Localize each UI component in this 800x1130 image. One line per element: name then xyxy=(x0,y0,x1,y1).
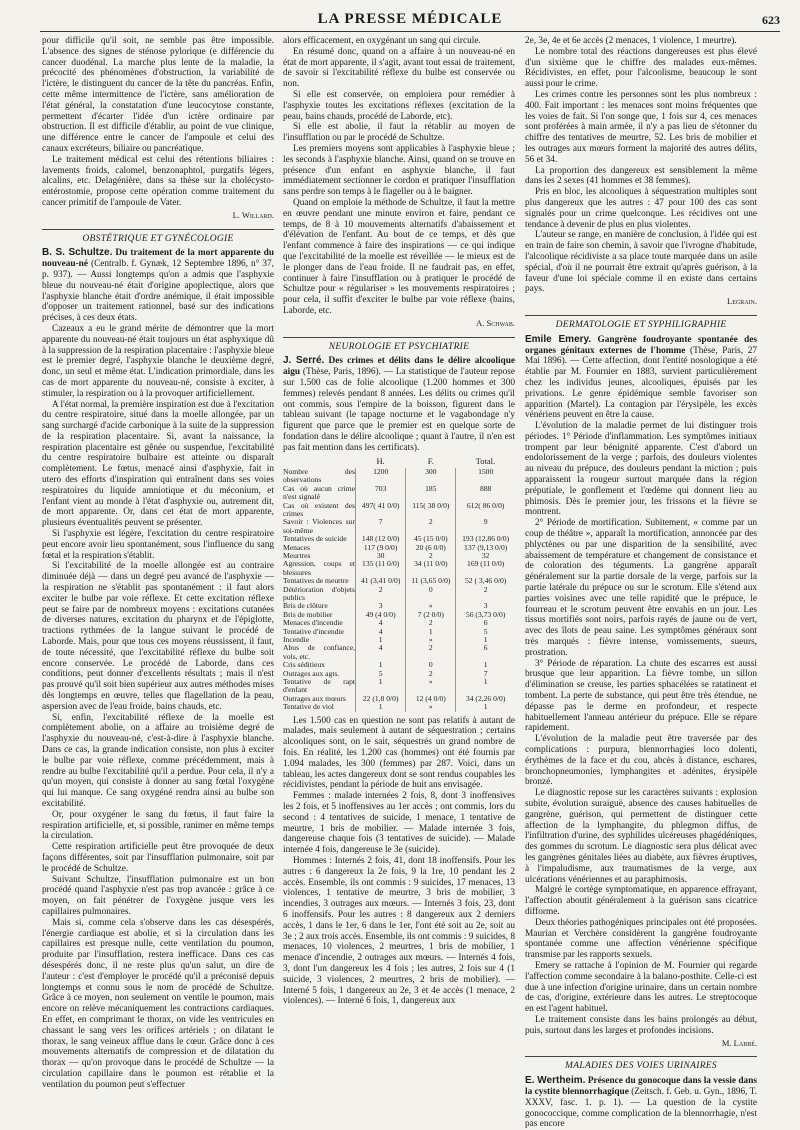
table-header-cell: H. xyxy=(376,456,385,467)
paragraph: 2e, 3e, 4e et 6e accès (2 menaces, 1 violence, 1 meurtre). xyxy=(525,36,737,46)
table-cell: 9 xyxy=(456,518,515,535)
table-cell: 3 xyxy=(356,602,406,610)
table-cell: 1 xyxy=(456,678,515,695)
table-cell: » xyxy=(406,678,456,695)
row-label: Incendie xyxy=(283,635,310,645)
article-reference: (Thèse, Paris, 27 Mai 1896). — Cette affection, dont l'entité nosologique a été établie par M. Fournier en 1883, survient particulièrement chez les individus jeunes, alcooliques, épuisés par les privations. Le genre épidémique semble favoriser son apparition (Martel). La contagion par l'érysipèle, les excès vénériens peuvent en être la cause. xyxy=(525,345,758,421)
section-heading: OBSTÉTRIQUE ET GYNÉCOLOGIE xyxy=(42,229,274,245)
row-label: Cas où existent des crimes xyxy=(283,500,355,518)
table-cell: 30 xyxy=(356,552,406,560)
article-author: Emile Emery. xyxy=(525,333,592,345)
page-number: 623 xyxy=(762,13,780,27)
table-cell: » xyxy=(406,703,456,711)
table-cell: 4 xyxy=(356,619,406,627)
table-cell: 6 xyxy=(456,644,515,661)
table-cell: 7 xyxy=(456,670,515,678)
table-header-cell: F. xyxy=(427,456,434,467)
paragraph: Si elle est conservée, on emploiera pour remédier à l'asphyxie toutes les excitations réflexes (excitation de la peau, bains chauds, procédé de Laborde, etc). xyxy=(283,89,515,122)
table-cell: 0 xyxy=(406,586,456,603)
paragraph: Le traitement médical est celui des rétentions biliaires : lavements froids, calomel, benzonaphtol, purgatifs légers, alcalins, etc. Delagénière, dans sa thèse sur la cholécysto-entérostomie, propose cette opération comme traitement du cancer primitif de l'ampoule de Vater. xyxy=(42,154,274,208)
table-cell: 4 xyxy=(356,644,406,661)
table-row xyxy=(283,544,515,552)
row-label: Abus de confiance, vols, etc. xyxy=(283,643,355,661)
journal-title: LA PRESSE MÉDICALE xyxy=(317,11,503,27)
article-title: Gangrène foudroyante spontanée des organes génitaux externes de l'homme xyxy=(525,334,758,356)
row-label: Bris de mobilier xyxy=(283,609,333,619)
table-cell: 1 xyxy=(406,628,456,636)
column-3 xyxy=(525,36,757,1130)
table-row xyxy=(283,560,515,577)
table-cell: 2 xyxy=(406,619,456,627)
article-intro xyxy=(283,356,515,453)
table-cell: 115( 38 0/0) xyxy=(406,502,456,519)
paragraph: Mais si, comme cela s'observe dans les cas désespérés, l'énergie cardiaque est abolie, et si la circulation dans les capillaires est presque nulle, cette ventilation du poumon, produite par l'insufflation, restera inefficace. Dans ces cas désespérés donc, il ne reste plus qu'un salut, un dire de l'auteur : c'est d'employer le procédé qu'il a préconisé depuis longtemps et connu sous le nom de procédé de Schultze. Grâce à ce moyen, non seulement on ventile le poumon, mais encore on relève mécaniquement les contractions cardiaques. En effet, en comprimant le thorax, on vide les ventricules en chassant le sang vers les orifices artériels ; on dilatant le thorax, le sang veineux afflue dans le cœur. Grâce donc à ces mouvements alternatifs de compression et de dilatation du thorax — qu'on provoque dans le procédé de Schultze — la circulation capillaire dans le poumon est rétablie et la ventilation du poumon peut s'effectuer xyxy=(42,917,274,1090)
table-cell: 1500 xyxy=(456,468,515,485)
table-cell: 5 xyxy=(356,670,406,678)
paragraph: Suivant Schultze, l'insufflation pulmonaire est un bon procédé quand l'asphyxie n'est pas trop avancée : grâce à ce moyen, on fait pénétrer de l'oxygène jusque vers les capillaires pulmonaires. xyxy=(42,874,274,917)
article-reference: (Thèse, Paris, 1896). — La statistique de l'auteur repose sur 1.500 cas de folie alcoolique (1.200 hommes et 300 femmes) relevés pendant 8 années. Les délits ou crimes qu'il ont commis, sous l'empire de la boisson, figurent dans le tableau suivant (le tapage nocturne et le vagabondage n'y figurent que parce que le premier est en quelque sorte de fondation dans le délire alcoolique ; quant à l'autre, il n'en est pas fait mention dans les certificats). xyxy=(283,367,515,453)
table-cell: 5 xyxy=(456,628,515,636)
article-intro xyxy=(525,1076,757,1130)
table-cell: 117 (9 0/0) xyxy=(356,544,406,552)
table-cell: 2 xyxy=(406,518,456,535)
paragraph: 3° Période de réparation. La chute des escarres est aussi brusque que leur apparition. La fièvre tombe, un sillon d'élimination se creuse, les parties sphacélées se ratatinent et tombent. La perte de substance, qui peut être très étendue, ne dépasse pas le derme en profondeur, et respecte habituellement l'anneau antérieur du prépuce. Elle se répare rapidement. xyxy=(525,658,757,734)
table-row xyxy=(283,468,515,485)
table-cell: 300 xyxy=(406,468,456,485)
row-label: Tentatives de meurtre xyxy=(283,576,349,586)
table-cell: 32 xyxy=(456,552,515,560)
table-cell: 2 xyxy=(356,586,406,603)
paragraph: Pris en bloc, les alcooliques à séquestration multiples sont plus dangereux que les autres : 47 pour 100 des cas sont signalés pour un crime quelconque. Les récidives ont une tendance à devenir de plus en plus violentes. xyxy=(525,187,757,230)
article-title: Du traitement de la mort apparente du nouveau-né xyxy=(42,248,275,270)
table-cell: 41 (3,41 0/0) xyxy=(356,577,406,585)
table-cell: 2 xyxy=(406,670,456,678)
table-cell: 1200 xyxy=(356,468,406,485)
signature: M. Labbé. xyxy=(721,1037,757,1048)
crime-statistics-table xyxy=(283,456,515,711)
table-cell: 888 xyxy=(456,485,515,502)
paragraph: Cazeaux a eu le grand mérite de démontrer que la mort apparente du nouveau-né était toujours un état asphyxique dû à la suppression de la respiration placentaire : l'asphyxie bleue est le premier degré, l'asphyxie blanche le deuxième degré, donc, un seul et même état. L'indication primordiale, dans les cas de mort apparente du nouveau-né, consiste à exciter, à stimuler, la respiration ou à la provoquer artificiellement. xyxy=(42,323,274,399)
row-label: Menaces xyxy=(283,542,310,552)
table-row xyxy=(283,644,515,661)
table-row xyxy=(283,628,515,636)
table-cell: 7 (2 0/0) xyxy=(406,611,456,619)
section-heading: MALADIES DES VOIES URINAIRES xyxy=(525,1056,757,1072)
row-label: Tentative d'incendie xyxy=(283,626,344,636)
section-heading: NEUROLOGIE ET PSYCHIATRIE xyxy=(283,337,515,353)
table-cell: 1 xyxy=(356,703,406,711)
article-intro xyxy=(525,335,757,421)
paragraph: Si l'asphyxie est légère, l'excitation du centre respiratoire peut encore avoir lieu spontanément, sous l'influence du sang fœtal et la respiration s'établit. xyxy=(42,529,274,561)
table-cell: 2 xyxy=(406,644,456,661)
paragraph: Les crimes contre les personnes sont les plus nombreux : 400. Fait important : les menaces sont moins fréquentes que les voies de fait. Si l'on songe que, 1 fois sur 4, ces menaces sont proférées à main armée, il n'y a pas lieu de s'étonner du chiffre des tentatives de meurtre, 52. Les bris de mobilier et les outrages aux mœurs forment la majorité des autres délits, 56 et 34. xyxy=(525,89,757,165)
table-cell: 1 xyxy=(356,678,406,695)
paragraph: L'auteur se range, en manière de conclusion, à l'idée qui est en train de faire son chemin, à savoir que l'ivrogne d'habitude, l'alcoolique récidiviste a sa place toute marquée dans un asile spécial, d'où il ne pourrait être extrait qu'après guérison, à la faveur d'une loi spéciale comme il en existe dans certains pays. xyxy=(525,230,757,295)
table-cell: 7 xyxy=(356,518,406,535)
article-author: J. Serré. xyxy=(283,355,325,367)
row-label: Nombre des observations xyxy=(283,466,355,485)
table-row xyxy=(283,518,515,535)
table-cell: 135 (11 0/0) xyxy=(356,560,406,577)
paragraph: Malgré le cortège symptomatique, en apparence effrayant, l'affection aboutit généralement à la guérison sans cicatrice difforme. xyxy=(525,885,757,917)
table-row xyxy=(283,502,515,519)
paragraph: Le traitement consiste dans les bains prolongés au début, puis, surtout dans les larges et profondes incisions. xyxy=(525,1014,757,1036)
table-cell: 0 xyxy=(406,661,456,669)
paragraph: En résumé donc, quand on a affaire à un nouveau-né en état de mort apparente, il s'agit, avant tout essai de traitement, de savoir si l'excitabilité réflexe du bulbe est conservée ou non. xyxy=(283,46,515,90)
row-label: Agression, coups et blessures xyxy=(283,559,355,577)
row-label: Tentatives de suicide xyxy=(283,534,347,544)
table-cell: 2 xyxy=(456,586,515,603)
paragraph: L'évolution de la maladie peut être traversée par des complications : purpura, blennorrhagies loco dolenti, érythèmes de la face et du cou, abcès à distance, eschares, bronchopneumonies, lymphangites et adénites, érysipèle bronzé. xyxy=(525,734,757,788)
article-author: E. Wertheim. xyxy=(525,1075,586,1087)
paragraph: Deux théories pathogéniques principales ont été proposées. Maurian et Verchère considèrent la gangrène foudroyante spontanée comme une affection vénérienne spécifique transmise par les rapports sexuels. xyxy=(525,917,757,961)
table-cell: 56 (3,73 0/0) xyxy=(456,611,515,619)
paragraph: Cette respiration artificielle peut être provoquée de deux façons différentes, soit par l'insufflation pulmonaire, soit par le procédé de Schultze. xyxy=(42,842,274,874)
table-cell: 1 xyxy=(456,636,515,644)
table-cell: 1 xyxy=(356,661,406,669)
table-cell: 11 (3,65 0/0) xyxy=(406,577,456,585)
paragraph: La proportion des dangereux est sensiblement la même dans les 2 sexes (41 hommes et 38 femmes). xyxy=(525,165,757,187)
table-cell: 22 (1,8 0/0) xyxy=(356,695,406,703)
table-cell: 1 xyxy=(456,661,515,669)
row-label: Cris séditieux xyxy=(283,660,325,670)
table-header-cell: Total. xyxy=(475,456,496,467)
column-1 xyxy=(42,36,274,1091)
table-cell: 1 xyxy=(356,636,406,644)
table-cell: 1 xyxy=(456,703,515,711)
table-cell: 137 (9,13 0/0) xyxy=(456,544,515,552)
table-cell: 34 (11 0/0) xyxy=(406,560,456,577)
section-heading: DERMATOLOGIE ET SYPHILIGRAPHIE xyxy=(525,315,757,331)
table-row xyxy=(283,703,515,711)
paragraph: Si l'excitabilité de la moelle allongée est au contraire diminuée déjà — dans un degré peu avancé de l'asphyxie — la respiration ne s'établit pas spontanément : il faut alors exciter le bulbe par voie réflexe. Et cette excitation réflexe peut se faire par de nombreux moyens : excitations cutanées de diverses natures, excitation du pharynx et de l'épiglotte, tractions rythmées de la langue suivant le procédé de Laborde. Mais, pour que tous ces moyens réussissent, il faut, de toute nécessité, que l'excitabilité réflexe du bulbe soit encore conservée. Le procédé de Laborde, dans ces conditions, peut donner d'excellents résultats ; mais il n'est pas prouvé qu'il soit bien supérieur aux autres méthodes mises dès longtemps en œuvre, telles que flagellation de la peau, aspersion avec de l'eau froide, bains chauds, etc. xyxy=(42,561,274,712)
row-label: Tentative de rapt d'enfant xyxy=(283,677,355,695)
article-reference: (Centralb. f. Gynæk, 12 Septembre 1896, n° 37, p. 937). — Aussi longtemps qu'on a admis que l'asphyxie bleue du nouveau-né était d'origine apoplectique, alors que l'asphyxie blanche était d'ordre anémique, il était impossible d'opposer un traitement rationnel, basé sur des indications précises, à ces deux états. xyxy=(42,259,274,324)
paragraph: alors efficacement, en oxygénant un sang qui circule. xyxy=(283,36,481,46)
table-cell: 3 xyxy=(456,602,515,610)
paragraph: Or, pour oxygéner le sang du fœtus, il faut faire la respiration artificielle, et, si possible, ranimer en même temps la circulation. xyxy=(42,809,274,842)
table-cell: 34 (2,26 0/0) xyxy=(456,695,515,703)
article-author: B. S. Schultze. xyxy=(42,247,113,259)
paragraph: Le diagnostic repose sur les caractères suivants : explosion subite, évolution suraiguë, absence des causes habituelles de gangrène, guérison, qui permettent de distinguer cette affection de la lymphangite, du phlegmon diffus, de l'infiltration d'urine, des syphilides ulcéreuses phagédéniques, des gommes du scrotum. Le diagnostic sera plus délicat avec les gangrènes génitales liées au diabète, aux fièvres éruptives, à l'impaludisme, aux traumatismes de la verge, aux ulcérations vénériennes et au paraphimosis. xyxy=(525,788,757,885)
table-cell: » xyxy=(406,602,456,610)
paragraph: pour difficile qu'il soit, ne semble pas être impossible. L'absence des signes de sténose pylorique (e différencie du cancer duodénal. La marche plus lente de la maladie, la précocité des phénomènes d'obstruction, la variabilité de l'ictère, le distinguent du cancer de la tête du pancréas. Enfin, cette même intermittence de l'ictère, sans amélioration de l'état général, la constatation d'une leucocytose constante, permettent d'écarter l'idée d'un ictère ordinaire par obstruction. Il est difficile d'établir, au point de vue clinique, une différence entre le cancer de l'ampoule et celui des canaux excréteurs, biliaire ou pancréatique. xyxy=(42,36,274,154)
article-title: Présence du gonocoque dans la vessie dans la cystite blennorrhagique xyxy=(525,1076,757,1097)
table-cell: 45 (15 0/0) xyxy=(406,535,456,543)
paragraph: L'évolution de la maladie permet de lui distinguer trois périodes. 1° Période d'inflammation. Les symptômes initiaux trompent par leur bénignité apparente. C'est d'abord un endolorissement de la verge ; parfois, des douleurs violentes au niveau du prépuce, des douleurs pendant la miction ; puis apparaissent la rougeur surtout marquée dans la région préputiale, le gonflement et l'œdème qui donnent lieu au phimosis. Dès le premier jour, les frissons et la fièvre se montrent. xyxy=(525,421,757,518)
paragraph: Le nombre total des réactions dangereuses est plus élevé d'un sixième que le chiffre des malades eux-mêmes. Récidivistes, en effet, pour l'alcoolisme, beaucoup le sont aussi pour le crime. xyxy=(525,46,757,90)
article-title: Des crimes et délits dans le délire alcoolique aigu xyxy=(283,356,515,378)
article-intro xyxy=(42,248,274,324)
paragraph: Si elle est abolie, il faut la rétablir au moyen de l'insufflation ou par le procédé de Schultze. xyxy=(283,122,515,144)
table-cell: 703 xyxy=(356,485,406,502)
table-cell: 169 (11 0/0) xyxy=(456,560,515,577)
table-row xyxy=(283,586,515,603)
table-cell: 612( 86 0/0) xyxy=(456,502,515,519)
row-label: Savoir : Violences sur soi-même xyxy=(283,517,355,535)
row-label: Tentative de viol xyxy=(283,702,334,712)
paragraph: Hommes : Internés 2 fois, 41, dont 18 inoffensifs. Pour les autres : 6 dangereux la 2e fois, 9 la 1re, 10 pendant les 2 accès. Ensemble, ils ont commis : 9 suicides, 17 menaces, 13 violences, 1 tentative de meurtre, 3 bris de mobilier, 3 incendies, 3 outrages aux mœurs. — Internés 3 fois, 23, dont 6 inoffensifs. Pour les autres : 8 dangereux aux 2 derniers accès, 1 dans le 1er, 6 dans le 1er, l'ont été soit au 2e, soit au 3e ; 2 aux trois accès. Ensemble, ils ont commis : 9 suicides, 8 menaces, 10 violences, 2 meurtres, 1 bris de mobilier, 1 menace d'incendie, 2 outrages aux mœurs. — Internés 4 fois, 3, dont l'un dangereux les 4 fois ; les autres, 2 fois sur 4 (1 suicide, 3 violences, 2 meurtres, 2 bris de mobilier). — Interné 5 fois, 1 dangereux au 2e, 3 et 4e accès (1 menace, 2 violences). — Interné 6 fois, 1, dangereux aux xyxy=(283,856,515,1007)
table-cell: 2 xyxy=(406,552,456,560)
table-row xyxy=(283,678,515,695)
table-cell: 52 ( 3,46 0/0) xyxy=(456,577,515,585)
table-cell: » xyxy=(406,636,456,644)
row-label: Menaces d'incendie xyxy=(283,618,343,628)
signature: Legrain. xyxy=(727,296,757,307)
signature: A. Schwab. xyxy=(476,317,515,328)
paragraph: Quand on emploie la méthode de Schultze, il faut la mettre en œuvre pendant une minute environ et faire, pendant ce temps, de 8 à 10 mouvements alternatifs d'abaissement et d'élévation de l'enfant. Au bout de ce temps, et dès que l'enfant commence à faire des inspirations — ce qui indique que l'excitabilité de la moelle est réveillée — le mieux est de le plonger dans de l'eau froide. Il ne faudrait pas, en effet, continuer à faire l'insufflation ou à pratiquer le procédé de Schultze pour « régulariser » les mouvements respiratoires ; pour cela, il suffit d'exciter le bulbe par voie réflexe (bains, Laborde, etc. xyxy=(283,197,515,316)
signature: L. Willard. xyxy=(232,209,274,220)
row-label: Outrages aux mœurs xyxy=(283,693,346,703)
paragraph: Les premiers moyens sont applicables à l'asphyxie bleue ; les seconds à l'asphyxie blanche. Ainsi, quand on se trouve en présence d'un enfant en asphyxie blanche, il faut immédiatement sectionner le cordon et pratiquer l'insufflation sans perdre son temps à le flageller ou à le baigner. xyxy=(283,143,515,198)
table-cell: 193 (12,86 0/0) xyxy=(456,535,515,543)
table-row xyxy=(283,485,515,502)
row-label: Meurtres xyxy=(283,550,311,560)
paragraph: Femmes : malade internées 2 fois, 8, dont 3 inoffensives les 2 fois, et 5 inoffensives au 1er accès ; ont commis, lors du second : 4 tentatives de suicide, 1 menace, 1 tentative de meurtre, 1 bris de mobilier. — Malade internée 3 fois, dangereuse chaque fois (3 tentatives de suicide). — Malade internée 4 fois, dangereuse le 3e (suicide). xyxy=(283,791,515,856)
page-header xyxy=(40,11,780,32)
table-cell: 185 xyxy=(406,485,456,502)
row-label: Outrages aux agts. xyxy=(283,668,340,678)
paragraph: Si, enfin, l'excitabilité réflexe de la moelle est complètement abolie, on a affaire au troisième degré de l'asphyxie du nouveau-né, c'est-à-dire à l'asphyxie blanche. Dans ce cas, la grande indication consiste, non plus à exciter le bulbe par voie réflexe, comme précédemment, mais à rendre au bulbe l'excitabilité qu'il a perdue. Pour cela, il n'y a qu'un moyen, qui consiste à donner au sang fœtal l'oxygène qui lui manque. Ce sang oxygéné rendra ainsi au bulbe son excitabilité. xyxy=(42,712,274,809)
table-cell: 20 (6 0/0) xyxy=(406,544,456,552)
table-cell: 12 (4 0/0) xyxy=(406,695,456,703)
table-cell: 497( 41 0/0) xyxy=(356,502,406,519)
row-label: Détérioration d'objets publics xyxy=(283,584,355,602)
table-cell: 6 xyxy=(456,619,515,627)
article-reference: (Zeitsch. f. Geb. u. Gyn., 1896, T. XXXV, fasc. 1. p. 1). — La question de la cystite gonococcique, comme complication de la blennorrhagie, n'est pas encore xyxy=(525,1086,757,1130)
paragraph: Les 1.500 cas en question ne sont pas relatifs à autant de malades, mais seulement à autant de séquestration ; certains alcooliques sont, on le sait, séquestrés un grand nombre de fois. En réalité, les 1.200 cas (hommes) ont été fournis par 1.094 malades, les 300 (femmes) par 287. Voici, dans un tableau, les actes dangereux dont se sont rendus coupables les récidivistes, pendant la période de huit ans envisagée. xyxy=(283,715,515,791)
row-label: Cas où aucun crime n'est signalé xyxy=(283,483,355,502)
paragraph: A l'état normal, la première inspiration est due à l'excitation du centre respiratoire, situé dans la moelle allongée, par un sang surchargé d'acide carbonique à la suite de la suppression de la respiration placentaire. Si, avant la naissance, la respiration placentaire est gênée ou suspendue, l'excitabilité du centre respiratoire bulbaire est atteinte ou disparaît complètement. Le fœtus, menacé ainsi d'asphyxie, fait in utero des efforts d'inspiration qui entraînent dans ses voies respiratoires du liquide amniotique et du méconium, et l'enfant vient au monde à l'état d'asphyxie ou, autrement dit, de mort apparente. Or, dans cet état de mort apparente, plusieurs éventualités peuvent se présenter. xyxy=(42,399,274,529)
paragraph: Emery se rattache à l'opinion de M. Fournier qui regarde l'affection comme secondaire à la balano-posthite. Celle-ci est due à une infection d'origine urinaire, dans un certain nombre de cas, d'origine, extérieure dans les autres. Le streptocoque en est l'agent habituel. xyxy=(525,960,757,1015)
table-cell: 49 (4 0/0) xyxy=(356,611,406,619)
table-cell: 148 (12 0/0) xyxy=(356,535,406,543)
column-2 xyxy=(283,36,515,1007)
paragraph: 2° Période de mortification. Subitement, « comme par un coup de théâtre », apparaît la mortification, annoncée par des phlyctènes ou par une disparition de la sensibilité, avec abaissement de température et changement de consistance et de coloration des téguments. La gangrène apparaît généralement sur la partie dorsale de la verge, parfois sur la partie latérale du prépuce ou sur le scrotum. Elle s'étend aux parties voisines avec une telle rapidité que le prépuce, le fourreau et le scrotum peuvent être envahis en un jour. Les tissus mortifiés sont noirs, parfois rayés de jaune ou de vert, avec des îlots de peau saine. Les symptômes généraux sont très marqués : fièvre intense, vomissements, sueurs, prostration. xyxy=(525,518,757,658)
table-cell: 4 xyxy=(356,628,406,636)
row-label: Bris de clôture xyxy=(283,601,328,611)
